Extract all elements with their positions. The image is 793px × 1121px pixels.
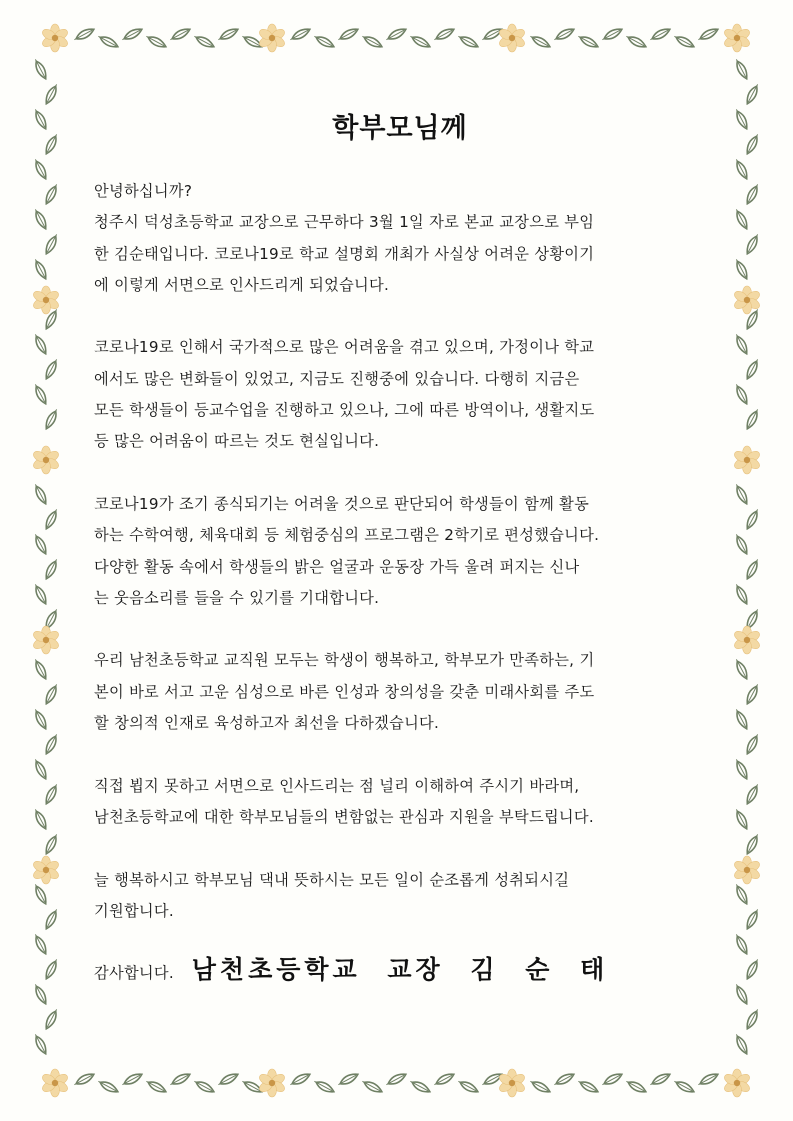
flower-icon: [41, 1069, 70, 1097]
leaf-icon: [733, 658, 750, 681]
leaf-icon: [733, 208, 750, 231]
leaf-icon: [744, 133, 761, 156]
leaf-icon: [43, 783, 60, 806]
flower-icon: [32, 626, 61, 654]
paragraph-line: 는 웃음소리를 들을 수 있기를 기대합니다.: [94, 588, 380, 607]
paragraph-line: 다양한 활동 속에서 학생들의 밝은 얼굴과 운동장 가득 울려 퍼지는 신나: [94, 557, 580, 576]
letter-title: 학부모님께: [332, 113, 468, 144]
paragraph: [94, 489, 706, 614]
paragraph-line: 모든 학생들이 등교수업을 진행하고 있으나, 그에 따른 방역이나, 생활지도: [94, 401, 595, 420]
leaf-icon: [744, 558, 761, 581]
paragraph: [94, 771, 706, 834]
leaf-icon: [32, 533, 49, 556]
letter-content: [94, 0, 706, 1121]
leaf-icon: [43, 558, 60, 581]
leaf-icon: [32, 158, 49, 181]
flower-icon: [32, 446, 61, 474]
leaf-icon: [733, 333, 750, 356]
leaf-icon: [733, 533, 750, 556]
leaf-icon: [43, 958, 60, 981]
leaf-icon: [733, 583, 750, 606]
leaf-icon: [733, 758, 750, 781]
paragraph-line: 안녕하십니까?: [94, 182, 193, 200]
leaf-icon: [744, 958, 761, 981]
leaf-icon: [733, 983, 750, 1006]
flower-icon: [723, 24, 752, 52]
flower-icon: [41, 24, 70, 52]
paragraph-line: 한 김순태입니다. 코로나19로 학교 설명회 개최가 사실상 어려운 상황이기: [94, 244, 595, 263]
paragraph: [94, 865, 706, 928]
leaf-icon: [744, 508, 761, 531]
leaf-icon: [744, 683, 761, 706]
leaf-icon: [43, 683, 60, 706]
leaf-icon: [733, 708, 750, 731]
paragraph-line: 코로나19로 인해서 국가적으로 많은 어려움을 겪고 있으며, 가정이나 학교: [94, 338, 595, 357]
flower-icon: [723, 1069, 752, 1097]
leaf-icon: [744, 908, 761, 931]
paragraph-line: 남천초등학교에 대한 학부모님들의 변함없는 관심과 지원을 부탁드립니다.: [94, 807, 594, 826]
leaf-icon: [43, 233, 60, 256]
leaf-icon: [733, 158, 750, 181]
leaf-icon: [43, 833, 60, 856]
leaf-icon: [73, 26, 96, 43]
leaf-icon: [32, 333, 49, 356]
leaf-icon: [733, 383, 750, 406]
leaf-icon: [32, 658, 49, 681]
leaf-icon: [32, 933, 49, 956]
paragraph-line: 할 창의적 인재로 육성하고자 최선을 다하겠습니다.: [94, 714, 440, 733]
leaf-icon: [32, 808, 49, 831]
paragraph-line: 에 이렇게 서면으로 인사드리게 되었습니다.: [94, 275, 390, 294]
paragraph-line: 등 많은 어려움이 따르는 것도 현실입니다.: [94, 432, 380, 451]
leaf-icon: [32, 583, 49, 606]
leaf-icon: [43, 408, 60, 431]
leaf-icon: [733, 808, 750, 831]
paragraph-line: 우리 남천초등학교 교직원 모두는 학생이 행복하고, 학부모가 만족하는, 기: [94, 651, 595, 670]
leaf-icon: [733, 883, 750, 906]
leaf-icon: [744, 733, 761, 756]
leaf-icon: [32, 758, 49, 781]
leaf-icon: [32, 983, 49, 1006]
leaf-icon: [744, 783, 761, 806]
leaf-icon: [43, 1008, 60, 1031]
leaf-icon: [733, 108, 750, 131]
flower-icon: [32, 856, 61, 884]
leaf-icon: [733, 258, 750, 281]
paragraph-line: 청주시 덕성초등학교 교장으로 근무하다 3월 1일 자로 본교 교장으로 부임: [94, 213, 595, 232]
leaf-icon: [73, 1071, 96, 1088]
leaf-icon: [43, 908, 60, 931]
paragraph: [94, 332, 706, 457]
leaf-icon: [744, 233, 761, 256]
leaf-icon: [32, 208, 49, 231]
paragraph-line: 기원합니다.: [94, 901, 174, 920]
leaf-icon: [32, 383, 49, 406]
leaf-icon: [32, 108, 49, 131]
leaf-icon: [744, 833, 761, 856]
leaf-icon: [43, 733, 60, 756]
paragraph: [94, 645, 706, 739]
paragraph-line: 하는 수학여행, 체육대회 등 체험중심의 프로그램은 2학기로 편성했습니다.: [94, 526, 600, 545]
paragraph-line: 코로나19가 조기 종식되기는 어려울 것으로 판단되어 학생들이 함께 활동: [94, 494, 590, 513]
leaf-icon: [733, 58, 750, 81]
leaf-icon: [32, 1033, 49, 1056]
paragraph-line: 본이 바로 서고 고운 심성으로 바른 인성과 창의성을 갖춘 미래사회를 주도: [94, 682, 595, 701]
paragraph-line: 늘 행복하시고 학부모님 댁내 뜻하시는 모든 일이 순조롭게 성취되시길: [94, 870, 570, 889]
leaf-icon: [32, 883, 49, 906]
leaf-icon: [744, 1008, 761, 1031]
leaf-icon: [733, 1033, 750, 1056]
leaf-icon: [43, 358, 60, 381]
leaf-icon: [744, 83, 761, 106]
leaf-icon: [744, 358, 761, 381]
leaf-icon: [733, 483, 750, 506]
leaf-icon: [43, 133, 60, 156]
flower-icon: [733, 856, 762, 884]
letter-body: [94, 176, 706, 990]
leaf-icon: [32, 258, 49, 281]
leaf-icon: [32, 483, 49, 506]
leaf-icon: [32, 708, 49, 731]
paragraph-line: 직접 뵙지 못하고 서면으로 인사드리는 점 널리 이해하여 주시기 바라며,: [94, 776, 580, 795]
flower-icon: [733, 446, 762, 474]
paragraph-line: 에서도 많은 변화들이 있었고, 지금도 진행중에 있습니다. 다행히 지금은: [94, 369, 580, 388]
letter-signature: 남천초등학교 교장 김 순 태: [191, 955, 609, 984]
leaf-icon: [744, 183, 761, 206]
leaf-icon: [43, 183, 60, 206]
paragraph: [94, 176, 706, 301]
leaf-icon: [733, 933, 750, 956]
paragraph-line: 감사합니다.: [94, 964, 174, 983]
leaf-icon: [744, 408, 761, 431]
flower-icon: [733, 626, 762, 654]
leaf-icon: [43, 508, 60, 531]
leaf-icon: [32, 58, 49, 81]
leaf-icon: [43, 83, 60, 106]
